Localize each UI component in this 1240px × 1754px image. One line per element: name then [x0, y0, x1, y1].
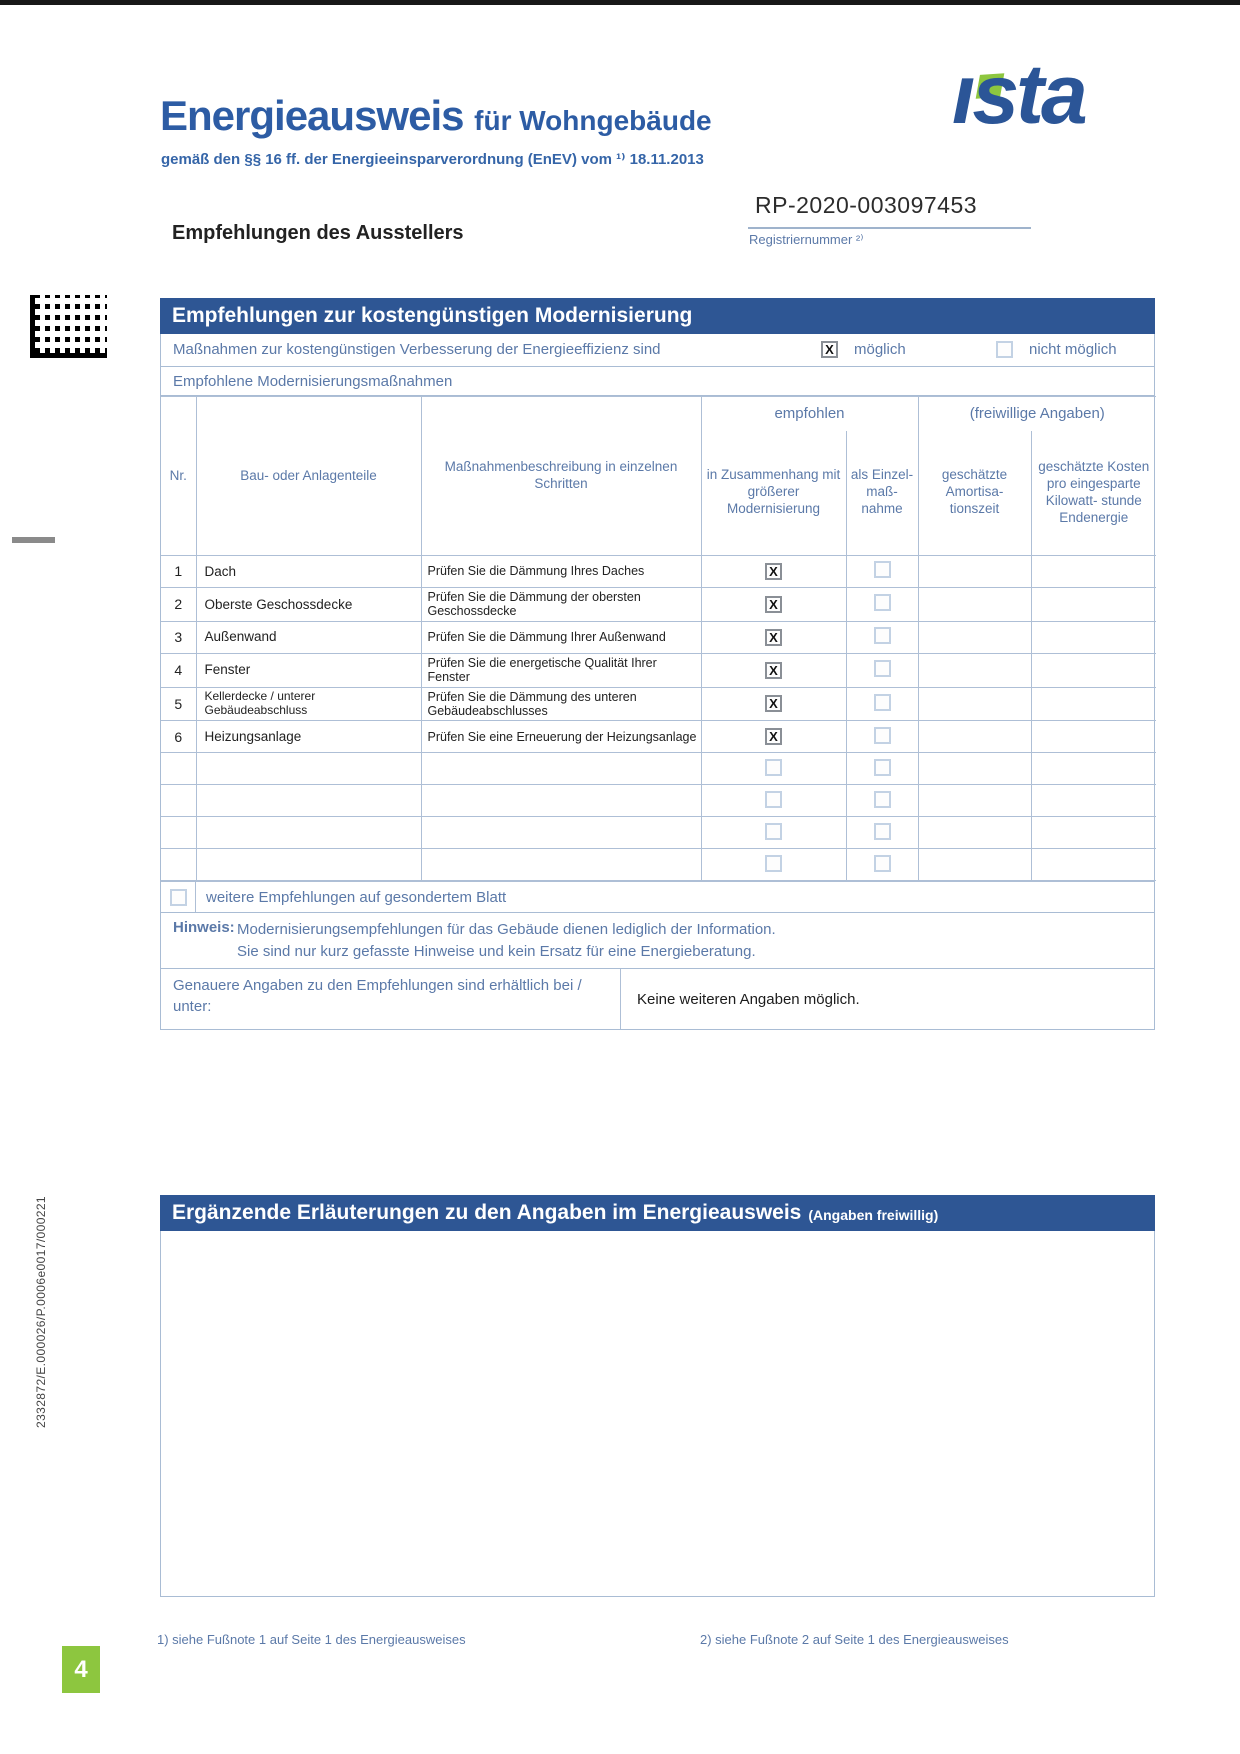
in-context-checkbox[interactable]: X [765, 662, 782, 679]
table-row [161, 588, 1156, 622]
costs-cell [1031, 849, 1156, 881]
supplementary-note-box [160, 1231, 1155, 1597]
issuer-recommendations-title: Empfehlungen des Ausstellers [172, 222, 464, 244]
table-row [161, 849, 1156, 881]
table-row [161, 817, 1156, 849]
ista-logo [952, 48, 1142, 163]
costs-cell [1031, 721, 1156, 753]
logo-text: ısta [952, 47, 1085, 141]
amortization-cell [918, 687, 1031, 721]
in-context-checkbox[interactable] [765, 855, 782, 872]
page-title-sub: für Wohngebäude [474, 105, 712, 136]
costs-cell [1031, 556, 1156, 588]
measures-possible-row [161, 334, 1154, 367]
row-description: Prüfen Sie die energetische Qualität Ihrer Fenster [421, 653, 701, 687]
single-measure-checkbox[interactable] [874, 727, 891, 744]
amortization-cell [918, 753, 1031, 785]
amortization-cell [918, 621, 1031, 653]
table-row [161, 653, 1156, 687]
amortization-cell [918, 721, 1031, 753]
table-row [161, 556, 1156, 588]
row-component [196, 849, 421, 881]
hint-row [161, 913, 1154, 969]
col-header-nr: Nr. [161, 397, 196, 556]
row-component [196, 785, 421, 817]
row-nr [161, 785, 196, 817]
row-nr: 4 [161, 653, 196, 687]
row-nr [161, 753, 196, 785]
table-row [161, 721, 1156, 753]
in-context-checkbox[interactable]: X [765, 596, 782, 613]
details-value: Keine weiteren Angaben möglich. [637, 990, 860, 1008]
single-measure-checkbox[interactable] [874, 759, 891, 776]
col-header-single: als Einzel- maß- nahme [846, 431, 918, 556]
page-subtitle: gemäß den §§ 16 ff. der Energieeinsparverordnung (EnEV) vom ¹⁾ 18.11.2013 [161, 151, 704, 168]
page-title-main: Energieausweis [160, 92, 464, 139]
not-possible-label: nicht möglich [1029, 341, 1117, 358]
row-nr: 5 [161, 687, 196, 721]
hint-line-2: Sie sind nur kurz gefasste Hinweise und kein Ersatz für eine Energieberatung. [237, 943, 756, 960]
single-measure-checkbox[interactable] [874, 627, 891, 644]
hint-line-1: Modernisierungsempfehlungen für das Gebäude dienen lediglich der Information. [237, 921, 776, 939]
in-context-checkbox[interactable] [765, 759, 782, 776]
row-nr [161, 817, 196, 849]
row-component: Kellerdecke / unterer Gebäudeabschluss [196, 687, 421, 721]
supplementary-header-bar [160, 1195, 1155, 1231]
single-measure-checkbox[interactable] [874, 561, 891, 578]
row-description [421, 849, 701, 881]
costs-cell [1031, 588, 1156, 622]
further-recommendations-checkbox[interactable] [170, 889, 187, 906]
supplementary-section [160, 1195, 1155, 1597]
page-number-badge: 4 [62, 1646, 100, 1693]
single-measure-checkbox[interactable] [874, 694, 891, 711]
scan-edge-strip [0, 0, 1240, 5]
single-measure-checkbox[interactable] [874, 791, 891, 808]
in-context-checkbox[interactable]: X [765, 563, 782, 580]
amortization-cell [918, 588, 1031, 622]
in-context-checkbox[interactable]: X [765, 728, 782, 745]
table-row [161, 785, 1156, 817]
costs-cell [1031, 653, 1156, 687]
row-component [196, 753, 421, 785]
footnote-2: 2) siehe Fußnote 2 auf Seite 1 des Energieausweises [700, 1632, 1009, 1647]
measures-label: Maßnahmen zur kostengünstigen Verbesserung der Energieeffizienz sind [173, 341, 661, 358]
registration-label: Registriernummer ²⁾ [749, 232, 864, 247]
recommendations-header-bar [160, 298, 1155, 334]
row-description: Prüfen Sie die Dämmung des unteren Gebäudeabschlusses [421, 687, 701, 721]
in-context-checkbox[interactable]: X [765, 695, 782, 712]
col-header-costs: geschätzte Kosten pro eingesparte Kilowatt- stunde Endenergie [1031, 431, 1156, 556]
row-nr [161, 849, 196, 881]
datamatrix-barcode [30, 295, 107, 358]
in-context-checkbox[interactable]: X [765, 629, 782, 646]
row-nr: 1 [161, 556, 196, 588]
row-component: Oberste Geschossdecke [196, 588, 421, 622]
row-description: Prüfen Sie die Dämmung der obersten Geschossdecke [421, 588, 701, 622]
hint-text [237, 919, 776, 962]
costs-cell [1031, 621, 1156, 653]
page-title [160, 92, 712, 140]
costs-cell [1031, 817, 1156, 849]
row-component [196, 817, 421, 849]
recommendations-header-label: Empfehlungen zur kostengünstigen Modernisierung [172, 304, 693, 327]
sidebar-print-code: 2332872/E.000026/P.0006e0017/000221 [34, 1196, 48, 1428]
supplementary-header-label: Ergänzende Erläuterungen zu den Angaben im Energieausweis [172, 1201, 802, 1225]
measures-table [161, 396, 1156, 881]
amortization-cell [918, 653, 1031, 687]
amortization-cell [918, 817, 1031, 849]
possible-checkbox[interactable]: X [821, 341, 838, 358]
registration-number: RP-2020-003097453 [755, 192, 978, 218]
single-measure-checkbox[interactable] [874, 594, 891, 611]
col-group-recommended: empfohlen [701, 397, 918, 431]
amortization-cell [918, 785, 1031, 817]
details-row [161, 969, 1154, 1029]
col-group-voluntary: (freiwillige Angaben) [918, 397, 1156, 431]
row-description [421, 753, 701, 785]
main-content [160, 298, 1155, 1597]
row-description [421, 817, 701, 849]
table-row [161, 621, 1156, 653]
row-component: Außenwand [196, 621, 421, 653]
further-recommendations-row [161, 881, 1154, 913]
table-row [161, 753, 1156, 785]
table-row [161, 687, 1156, 721]
costs-cell [1031, 785, 1156, 817]
single-measure-checkbox[interactable] [874, 660, 891, 677]
details-label: Genauere Angaben zu den Empfehlungen sind erhältlich bei / unter: [161, 969, 621, 1029]
single-measure-checkbox[interactable] [874, 823, 891, 840]
hint-label: Hinweis: [173, 919, 235, 937]
footnote-1: 1) siehe Fußnote 1 auf Seite 1 des Energieausweises [157, 1632, 466, 1647]
margin-mark [12, 537, 55, 543]
row-description: Prüfen Sie die Dämmung Ihrer Außenwand [421, 621, 701, 653]
possible-label: möglich [854, 341, 906, 358]
in-context-checkbox[interactable] [765, 791, 782, 808]
row-description: Prüfen Sie eine Erneuerung der Heizungsanlage [421, 721, 701, 753]
col-header-component: Bau- oder Anlagenteile [196, 397, 421, 556]
not-possible-checkbox[interactable] [996, 341, 1013, 358]
row-component: Heizungsanlage [196, 721, 421, 753]
row-component: Dach [196, 556, 421, 588]
recommended-measures-subheader: Empfohlene Modernisierungsmaßnahmen [161, 367, 1154, 396]
row-nr: 6 [161, 721, 196, 753]
row-component: Fenster [196, 653, 421, 687]
supplementary-header-suffix: (Angaben freiwillig) [808, 1207, 939, 1224]
registration-underline [748, 227, 1031, 229]
row-nr: 3 [161, 621, 196, 653]
in-context-checkbox[interactable] [765, 823, 782, 840]
costs-cell [1031, 687, 1156, 721]
col-header-amortization: geschätzte Amortisa- tionszeit [918, 431, 1031, 556]
row-description [421, 785, 701, 817]
amortization-cell [918, 556, 1031, 588]
single-measure-checkbox[interactable] [874, 855, 891, 872]
row-description: Prüfen Sie die Dämmung Ihres Daches [421, 556, 701, 588]
recommendations-box [160, 334, 1155, 1030]
col-header-description: Maßnahmenbeschreibung in einzelnen Schritten [421, 397, 701, 556]
amortization-cell [918, 849, 1031, 881]
costs-cell [1031, 753, 1156, 785]
col-header-in-context: in Zusammenhang mit größerer Modernisierung [701, 431, 846, 556]
row-nr: 2 [161, 588, 196, 622]
further-recommendations-label: weitere Empfehlungen auf gesondertem Blatt [206, 888, 507, 906]
